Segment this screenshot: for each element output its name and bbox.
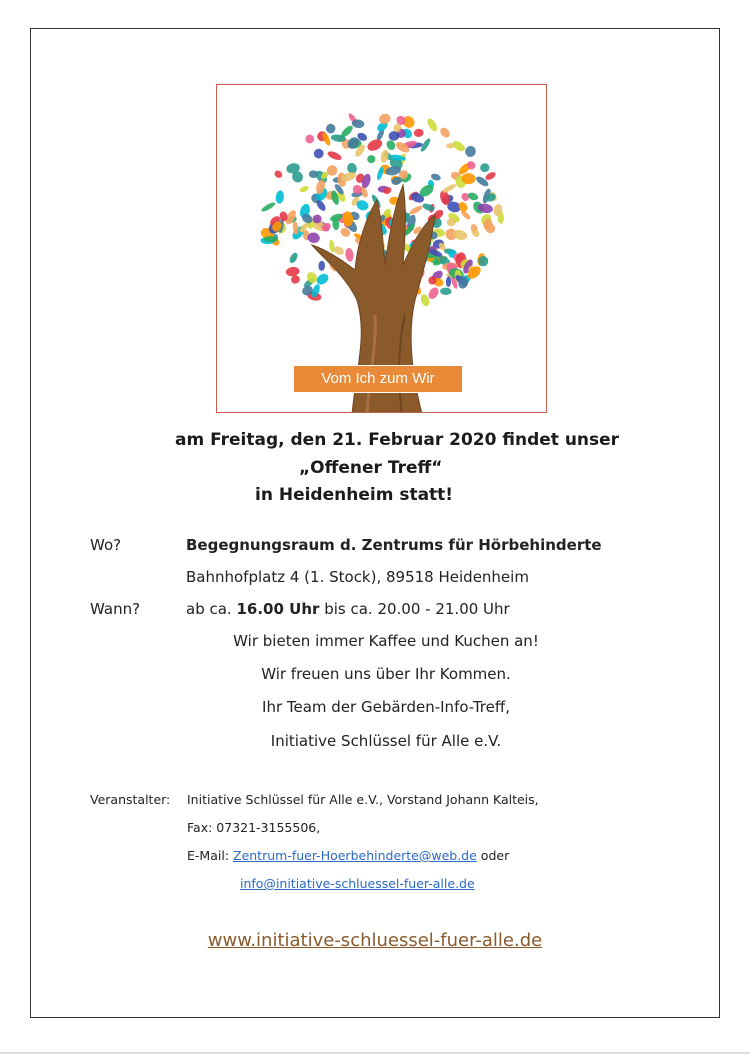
organizer-text: Initiative Schlüssel für Alle e.V., Vorstand Johann Kalteis,	[187, 792, 539, 807]
canopy-hand	[318, 261, 325, 271]
canopy-hand	[438, 126, 451, 140]
email-line-2	[240, 876, 475, 891]
canopy-hand	[260, 201, 276, 213]
headline-location: in Heidenheim statt!	[255, 485, 454, 505]
where-label: Wo?	[90, 536, 122, 554]
canopy-hand	[378, 112, 392, 126]
canopy-hand	[288, 251, 299, 264]
canopy-hand	[313, 148, 325, 160]
canopy-hand	[325, 123, 336, 134]
canopy-hand	[366, 154, 376, 164]
scan-edge	[0, 1052, 750, 1054]
canopy-hand	[345, 247, 355, 262]
canopy-hand	[425, 117, 439, 133]
time-line	[186, 600, 510, 618]
canopy-hand	[484, 170, 497, 181]
canopy-hand	[467, 191, 479, 201]
email-or: oder	[480, 848, 510, 863]
website-link[interactable]: www.initiative-schluessel-fuer-alle.de	[207, 930, 543, 951]
canopy-hand	[385, 139, 397, 152]
canopy-hand	[285, 266, 300, 277]
time-start: 16.00 Uhr	[236, 600, 320, 618]
canopy-hand	[326, 150, 342, 162]
coffee-line: Wir bieten immer Kaffee und Kuchen an!	[233, 632, 539, 650]
canopy-hand	[441, 182, 457, 194]
canopy-hand	[366, 137, 384, 153]
email-label: E-Mail:	[187, 848, 230, 863]
venue-name: Begegnungsraum d. Zentrums für Hörbehinderte	[186, 536, 602, 554]
canopy-hand	[464, 145, 478, 159]
canopy-hand	[299, 185, 310, 194]
canopy-hand	[304, 133, 316, 145]
organizer-label: Veranstalter:	[90, 792, 171, 807]
time-suffix: bis ca. 20.00 - 21.00 Uhr	[324, 600, 510, 618]
when-label: Wann?	[90, 600, 141, 618]
canopy-hand	[414, 129, 424, 138]
canopy-hand	[408, 204, 423, 216]
email-link-secondary[interactable]: info@initiative-schluessel-fuer-alle.de	[240, 876, 475, 891]
headline-date: am Freitag, den 21. Februar 2020 findet unser	[175, 430, 620, 450]
org-line: Initiative Schlüssel für Alle e.V.	[270, 732, 502, 750]
email-line	[187, 848, 509, 863]
fax-line: Fax: 07321-3155506,	[187, 820, 321, 835]
canopy-hand	[275, 190, 285, 204]
tree-banner: Vom Ich zum Wir	[293, 365, 463, 393]
welcome-line: Wir freuen uns über Ihr Kommen.	[261, 665, 511, 683]
canopy-hand	[480, 163, 490, 172]
canopy-hand	[380, 149, 390, 163]
canopy-hand	[440, 287, 452, 295]
headline-event: „Offener Treff“	[299, 458, 443, 478]
venue-address: Bahnhofplatz 4 (1. Stock), 89518 Heidenheim	[186, 568, 529, 586]
canopy-hand	[273, 169, 284, 180]
email-link-primary[interactable]: Zentrum-fuer-Hoerbehinderte@web.de	[233, 848, 477, 863]
tree-illustration	[216, 84, 547, 413]
hand-tree-icon	[217, 85, 547, 413]
time-prefix: ab ca.	[186, 600, 232, 618]
team-line: Ihr Team der Gebärden-Info-Treff,	[262, 698, 510, 716]
